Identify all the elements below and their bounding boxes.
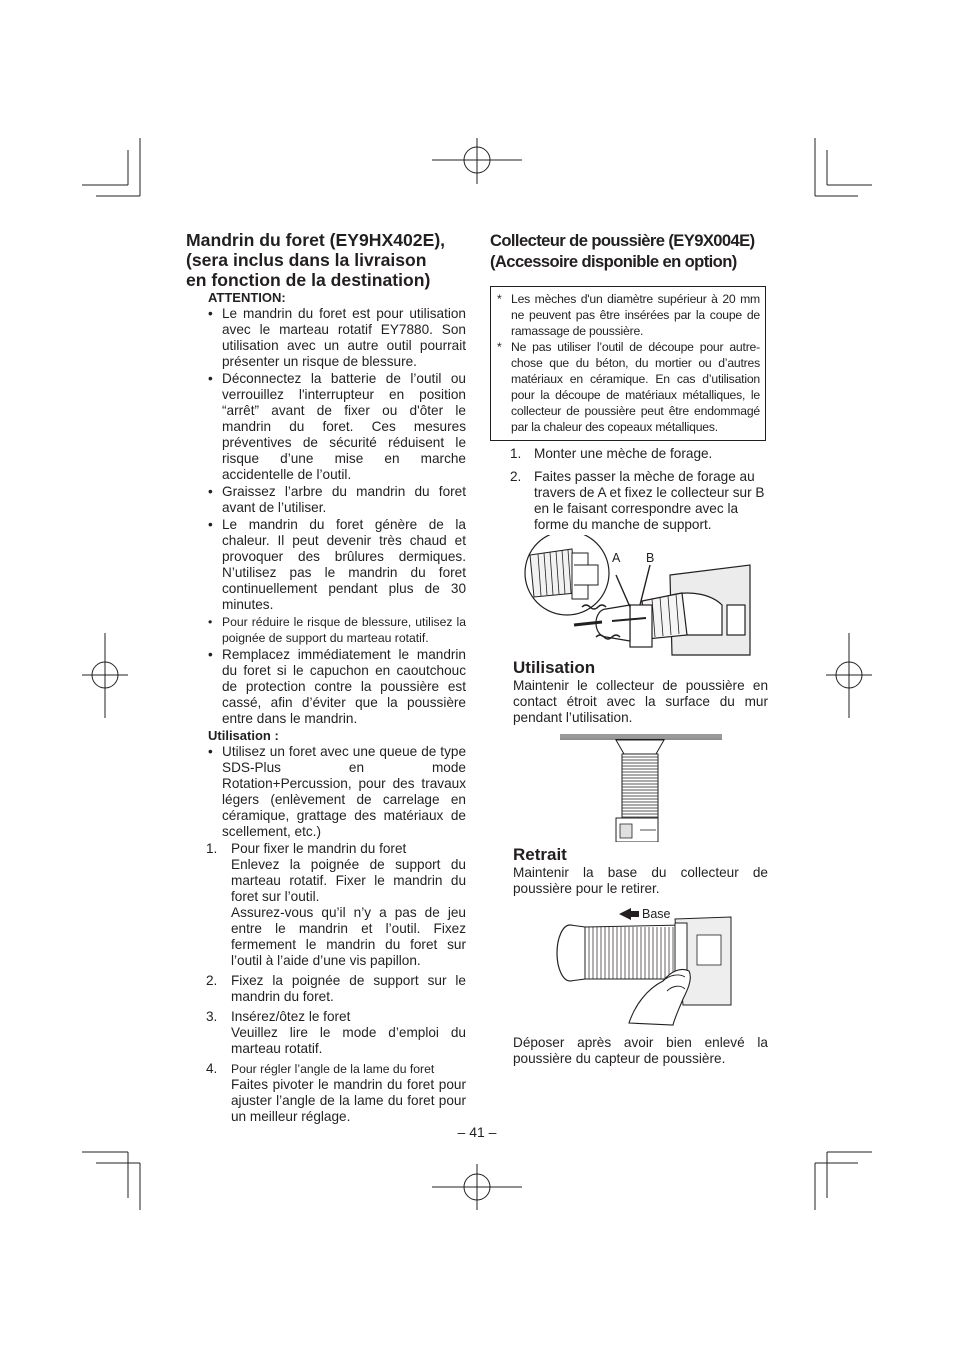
arrow-left-icon [619,908,639,920]
note-item: * Ne pas utiliser l’outil de découpe pour autre-chose que du béton, du mortier ou d’autres matériaux en céramique. En cas d’utilisation pour la découpe de matériaux métalliques, le collecteur de poussière peut être endommagé par la chaleur des copeaux métalliques. [497,340,760,434]
page-number: – 41 – [457,1124,497,1140]
removal-illustration [555,905,733,1027]
label-b: B [646,551,655,565]
attention-label: ATTENTION: [208,290,286,305]
right-steps-list [490,446,770,533]
list-item: • Remplacez immédiatement le mandrin du foret si le capuchon en caoutchouc de protection contre la poussière est cassé, afin d’éviter que la poussière entre dans le mandrin. [208,647,466,726]
removal-text: Maintenir la base du collecteur de poussière pour le retirer. [513,865,768,896]
base-label: Base [642,907,671,921]
list-item: • Déconnectez la batterie de l’outil ou verrouillez l'interrupteur en position “arrêt” avant de fixer ou d'ôter le mandrin du foret. Ces mesures préventives de sécurité réduisent le risque d’une mise en marche accidentelle de l’outil. [208,371,466,482]
list-item: 1. Monter une mèche de forage. [510,446,713,461]
drill-chuck-title: Mandrin du foret (EY9HX402E), (sera inclus dans la livraison en fonction de la destination) [186,230,446,290]
usage-label: Utilisation : [208,728,279,743]
list-item: 3. Insérez/ôtez le foret Veuillez lire le mode d’emploi du marteau rotatif. [206,1009,466,1056]
usage-text: Maintenir le collecteur de poussière en contact étroit avec la surface du mur pendant l’utilisation. [513,678,768,725]
final-text: Déposer après avoir bien enlevé la poussière du capteur de poussière. [513,1035,768,1066]
label-a: A [612,551,621,565]
removal-section [513,845,768,897]
list-item: 2. Fixez la poignée de support sur le mandrin du foret. [206,973,466,1004]
right-column [490,230,770,537]
list-item: • Pour réduire le risque de blessure, utilisez la poignée de support du marteau rotatif. [208,615,466,645]
list-item: 1. Pour fixer le mandrin du foret Enlevez la poignée de support du marteau rotatif. Fixer le mandrin du foret sur l’outil. Assurez-vous qu’il n’y a pas de jeu entre le mandrin et l’outil. Fixez fermement le mandrin du foret sur l’outil à l’aide d’une vis papillon. [206,841,466,968]
list-item: 4. Pour régler l’angle de la lame du foret Faites pivoter le mandrin du foret pour ajuster l’angle de la lame du foret pour un meilleur réglage. [206,1061,466,1124]
note-item: * Les mèches d'un diamètre supérieur à 20 mm ne peuvent pas être insérées par la coupe de ramassage de poussière. [497,292,760,338]
mounting-illustration [522,535,752,660]
dust-collector-title: Collecteur de poussière (EY9X004E) (Accessoire disponible en option) [490,231,755,271]
list-item: • Le mandrin du foret est pour utilisation avec le marteau rotatif EY7880. Son utilisation avec un autre outil pourrait présenter un risque de blessure. [208,306,466,369]
usage-section [513,658,768,726]
list-item: • Graissez l’arbre du mandrin du foret avant de l’utiliser. [208,484,466,515]
attention-list [186,306,466,727]
list-item: 2. Faites passer la mèche de forage au travers de A et fixez le collecteur sur B en le faisant correspondre avec la forme du manche de support. [510,469,765,532]
list-item: • Utilisez un foret avec une queue de type SDS-Plus en mode Rotation+Percussion, pour des travaux légers (enlèvement de carrelage en céramique, grattage des matériaux de scellement, etc.) [208,744,466,839]
wall-illustration [560,734,722,842]
notes-box [490,286,766,441]
steps-list [186,841,466,1125]
left-column [186,230,466,1129]
list-item: • Le mandrin du foret génère de la chaleur. Il peut devenir très chaud et provoquer des brûlures dermiques. N’utilisez pas le mandrin du foret continuellement pendant plus de 30 minutes. [208,517,466,612]
usage-title: Utilisation [513,658,596,677]
removal-title: Retrait [513,845,567,864]
usage-list [186,744,466,840]
